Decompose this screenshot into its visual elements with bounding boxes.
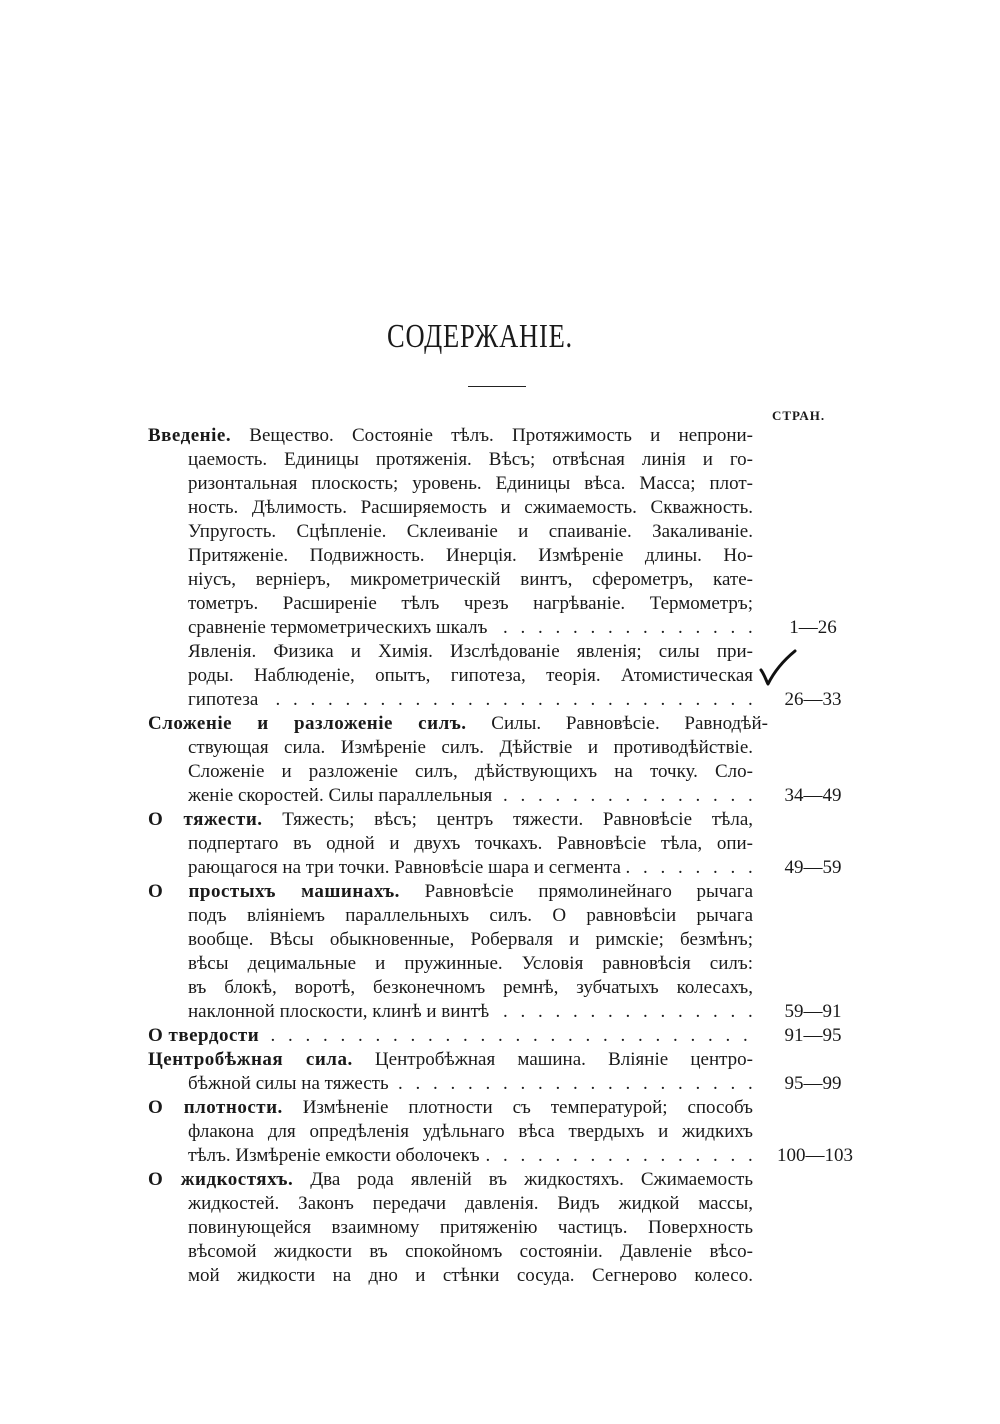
toc-line: въ блокѣ, воротѣ, безконечномъ ремнѣ, зубчатыхъ колесахъ, (188, 977, 753, 998)
toc-line: цаемость. Единицы протяженія. Вѣсъ; отвѣсная линія и го- (188, 449, 753, 470)
page-column-label: СТРАН. (772, 408, 826, 423)
toc-line: Введеніе. Вещество. Состояніе тѣлъ. Протяжимость и непрони- (148, 425, 753, 446)
toc-entry-title: Центробѣжная сила. (148, 1049, 353, 1070)
toc-page-range: 91—95 (784, 1025, 842, 1046)
toc-line-final: наклонной плоскости, клинѣ и винтѣ . . . (188, 1000, 753, 1024)
toc-line-final: рающагося на три точки. Равновѣсіе шара и сегмента . . . (188, 856, 753, 880)
toc-entry-title: О простыхъ машинахъ. (148, 881, 400, 902)
toc-line: Центробѣжная сила. Центробѣжная машина. Вліяніе центро- (148, 1049, 753, 1070)
toc-line: повинующейся взаимному притяженію частицъ. Поверхность (188, 1217, 753, 1238)
toc-entry-title: О жидкостяхъ. (148, 1169, 294, 1190)
toc-entry-title: О тяжести. (148, 809, 263, 830)
toc-line: подъ вліяніемъ параллельныхъ силъ. О равновѣсіи рычага (188, 905, 753, 926)
toc-line: вообще. Вѣсы обыкновенные, Роберваля и римскіе; безмѣнъ; (188, 929, 753, 950)
toc-line: подпертаго въ одной и двухъ точкахъ. Равновѣсіе тѣла, опи- (188, 833, 753, 854)
page-title: СОДЕРЖАНІЕ. (387, 318, 573, 355)
toc-page-range: 34—49 (784, 785, 842, 806)
toc-line: жидкостей. Законъ передачи давленія. Видъ жидкой массы, (188, 1193, 753, 1214)
toc-page-range: 26—33 (784, 689, 842, 710)
toc-line-final (148, 1024, 753, 1048)
toc-entry-title: О твердости (148, 1025, 263, 1046)
toc-line: Сложеніе и разложеніе силъ, дѣйствующихъ на точку. Сло- (188, 761, 753, 782)
toc-line: Явленія. Физика и Химія. Изслѣдованіе явленія; силы при- (188, 641, 753, 662)
toc-page-range: 1—26 (789, 617, 837, 638)
toc-page-range: 100—103 (777, 1145, 853, 1166)
toc-line: флакона для опредѣленія удѣльнаго вѣса твердыхъ и жидкихъ (188, 1121, 753, 1142)
toc-line: Упругость. Сцѣпленіе. Склеиваніе и спаиваніе. Закаливаніе. (188, 521, 753, 542)
toc-line: ніусъ, верніеръ, микрометрическій винтъ, сферометръ, кате- (188, 569, 753, 590)
toc-line: вѣсы децимальные и пружинные. Условія равновѣсія силъ: (188, 953, 753, 974)
toc-line-final: женіе скоростей. Силы параллельныя . . . (188, 784, 753, 808)
toc-line-final: сравненіе термометрическихъ шкалъ . . . (188, 616, 753, 640)
toc-line: О тяжести. Тяжесть; вѣсъ; центръ тяжести. Равновѣсіе тѣла, (148, 809, 754, 830)
toc-line: Притяженіе. Подвижность. Инерція. Измѣреніе длины. Но- (188, 545, 753, 566)
toc-line: ность. Дѣлимость. Расширяемость и сжимаемость. Скважность. (188, 497, 753, 518)
toc-line: О простыхъ машинахъ. Равновѣсіе прямолинейнаго рычага (148, 881, 753, 902)
toc-line-final: гипотеза . . . (188, 688, 753, 712)
toc-page-range: 95—99 (784, 1073, 842, 1094)
toc-line: тометръ. Расширеніе тѣлъ чрезъ нагрѣваніе. Термометръ; (188, 593, 753, 614)
toc-entry-title: Введеніе. (148, 425, 232, 446)
toc-entry-title: О плотности. (148, 1097, 283, 1118)
toc-line-final: бѣжной силы на тяжесть . . . (188, 1072, 753, 1096)
title-divider (468, 386, 526, 387)
toc-page-range: 49—59 (784, 857, 842, 878)
toc-page-range: 59—91 (784, 1001, 842, 1022)
toc-line: ризонтальная плоскость; уровень. Единицы вѣса. Масса; плот- (188, 473, 753, 494)
toc-line: роды. Наблюденіе, опытъ, гипотеза, теорія. Атомистическая (188, 665, 753, 686)
toc-line: мой жидкости на дно и стѣнки сосуда. Сегнерово колесо. (188, 1265, 753, 1286)
toc-entry-title: Сложеніе и разложеніе силъ. (148, 713, 467, 734)
toc-line-final: тѣлъ. Измѣреніе емкости оболочекъ . . . (188, 1144, 753, 1168)
toc-line: Сложеніе и разложеніе силъ. Силы. Равновѣсіе. Равнодѣй- (148, 713, 768, 734)
toc-line: ствующая сила. Измѣреніе силъ. Дѣйствіе и противодѣйствіе. (188, 737, 753, 758)
toc-line: О жидкостяхъ. Два рода явленій въ жидкостяхъ. Сжимаемость (148, 1169, 753, 1190)
toc-line: вѣсомой жидкости въ спокойномъ состояніи. Давленіе вѣсо- (188, 1241, 753, 1262)
toc-line: О плотности. Измѣненіе плотности съ температурой; способъ (148, 1097, 753, 1118)
handwritten-check-mark-icon (758, 648, 798, 688)
